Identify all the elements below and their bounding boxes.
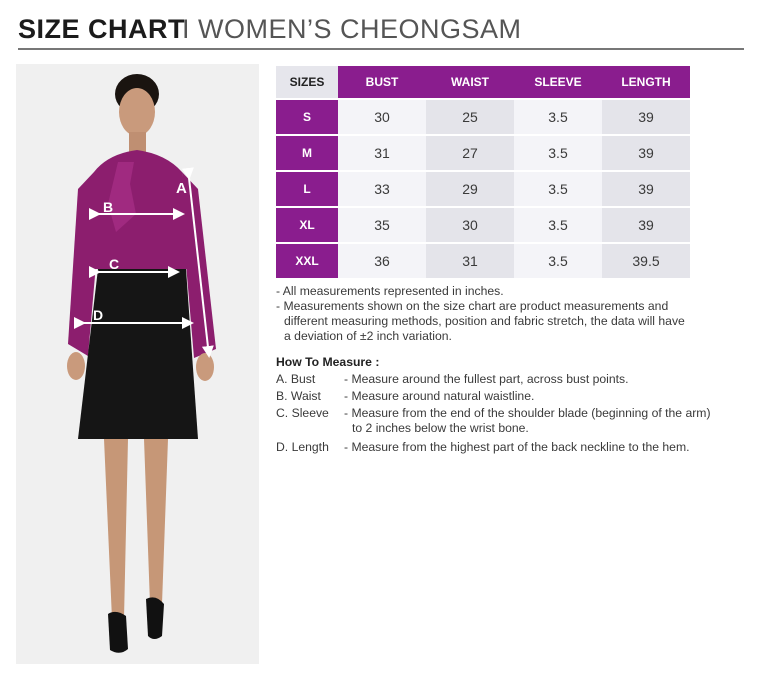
sleeve-cell: 3.5 [514, 172, 602, 208]
size-label: M [276, 136, 338, 172]
model-photo [16, 64, 259, 664]
measure-desc: - Measure around the fullest part, across bust points. [344, 372, 629, 386]
sleeve-cell: 3.5 [514, 244, 602, 280]
marker-c: C [109, 256, 120, 272]
table-row [276, 208, 690, 244]
bust-cell: 30 [338, 100, 426, 136]
header-sizes: SIZES [276, 66, 338, 100]
length-cell: 39 [602, 172, 690, 208]
note-line: - Measurements shown on the size chart are product measurements and [276, 299, 669, 313]
measure-desc: - Measure from the highest part of the back neckline to the hem. [344, 440, 690, 454]
header-waist: WAIST [426, 66, 514, 100]
header-length: LENGTH [602, 66, 690, 100]
sleeve-cell: 3.5 [514, 136, 602, 172]
measure-label: D. Length [276, 440, 329, 454]
waist-cell: 27 [426, 136, 514, 172]
note-line: - All measurements represented in inches. [276, 284, 504, 298]
table-row [276, 172, 690, 208]
measure-desc-cont: to 2 inches below the wrist bone. [352, 421, 529, 435]
page-subtitle: I WOMEN’S CHEONGSAM [182, 14, 522, 44]
note-line: a deviation of ±2 inch variation. [284, 329, 452, 343]
sleeve-cell: 3.5 [514, 100, 602, 136]
length-cell: 39 [602, 136, 690, 172]
page-title: SIZE CHART [18, 14, 185, 44]
how-to-measure-title: How To Measure : [276, 355, 380, 369]
measure-item-length [276, 440, 690, 457]
size-label: L [276, 172, 338, 208]
size-label: S [276, 100, 338, 136]
size-label: XL [276, 208, 338, 244]
bust-cell: 33 [338, 172, 426, 208]
sleeve-cell: 3.5 [514, 208, 602, 244]
header [18, 12, 744, 50]
measure-desc: - Measure from the end of the shoulder blade (beginning of the arm) [344, 406, 711, 420]
size-table [276, 66, 690, 280]
how-to-measure [276, 355, 711, 457]
marker-b: B [103, 199, 114, 215]
table-row [276, 100, 690, 136]
measure-item-waist [276, 389, 535, 406]
waist-cell: 25 [426, 100, 514, 136]
bust-cell: 31 [338, 136, 426, 172]
measure-item-bust [276, 372, 629, 389]
marker-a: A [176, 180, 187, 197]
marker-d: D [93, 307, 104, 323]
measure-label: C. Sleeve [276, 406, 329, 420]
table-row [276, 136, 690, 172]
length-cell: 39 [602, 100, 690, 136]
measure-label: B. Waist [276, 389, 321, 403]
measure-desc: - Measure around natural waistline. [344, 389, 535, 403]
bust-cell: 36 [338, 244, 426, 280]
table-row [276, 244, 690, 280]
measure-item-sleeve [276, 406, 711, 440]
length-cell: 39 [602, 208, 690, 244]
waist-cell: 30 [426, 208, 514, 244]
waist-cell: 31 [426, 244, 514, 280]
header-bust: BUST [338, 66, 426, 100]
measure-label: A. Bust [276, 372, 316, 386]
note-line: different measuring methods, position and fabric stretch, the data will have [284, 314, 685, 328]
table-header-row [276, 66, 690, 100]
bust-cell: 35 [338, 208, 426, 244]
header-sleeve: SLEEVE [514, 66, 602, 100]
length-cell: 39.5 [602, 244, 690, 280]
notes [276, 284, 685, 344]
size-label: XXL [276, 244, 338, 280]
waist-cell: 29 [426, 172, 514, 208]
